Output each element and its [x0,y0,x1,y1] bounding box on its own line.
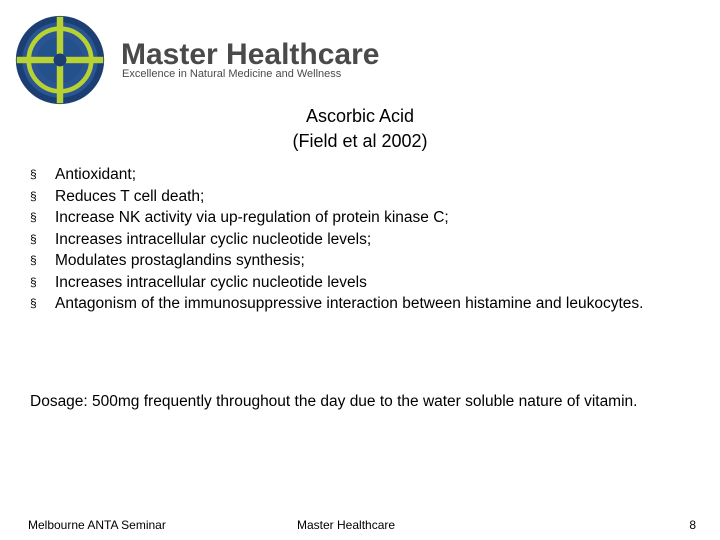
bullet-text: Antioxidant; [55,166,136,183]
bullet-marker: § [30,274,37,289]
bullet-text: Increases intracellular cyclic nucleotide levels [55,273,367,291]
footer-left: Melbourne ANTA Seminar [28,518,166,532]
dosage-text: Dosage: 500mg frequently throughout the day due to the water soluble nature of vitamin. [30,393,638,410]
compass-globe-logo-icon [14,14,106,106]
bullet-marker: § [30,231,37,246]
bullet-item [30,207,690,229]
footer-center: Master Healthcare [297,518,396,532]
title-line-2: (Field et al 2002) [292,131,428,151]
bullet-list [30,164,690,315]
bullet-marker: § [30,210,37,224]
bullet-item [30,293,690,315]
bullet-text: Antagonism of the immunosuppressive interaction between histamine and leukocytes. [55,295,644,312]
bullet-marker: § [30,167,37,181]
page-number: 8 [689,518,696,532]
brand-tagline: Excellence in Natural Medicine and Wellness [122,68,342,80]
bullet-text: Modulates prostaglandins synthesis; [55,252,305,269]
brand-name: Master Healthcare [121,38,380,71]
bullet-item [30,250,690,272]
bullet-item [30,272,690,294]
title-line-1: Ascorbic Acid [305,106,415,126]
bullet-marker: § [30,253,37,267]
bullet-marker: § [30,188,37,203]
slide-title [230,104,490,154]
bullet-marker: § [30,296,37,310]
bullet-item [30,164,690,186]
bullet-text: Increase NK activity via up-regulation of protein kinase C; [55,209,449,226]
bullet-item [30,186,690,208]
bullet-text: Reduces T cell death; [55,187,205,205]
bullet-item [30,229,690,251]
bullet-text: Increases intracellular cyclic nucleotide levels; [55,230,372,248]
